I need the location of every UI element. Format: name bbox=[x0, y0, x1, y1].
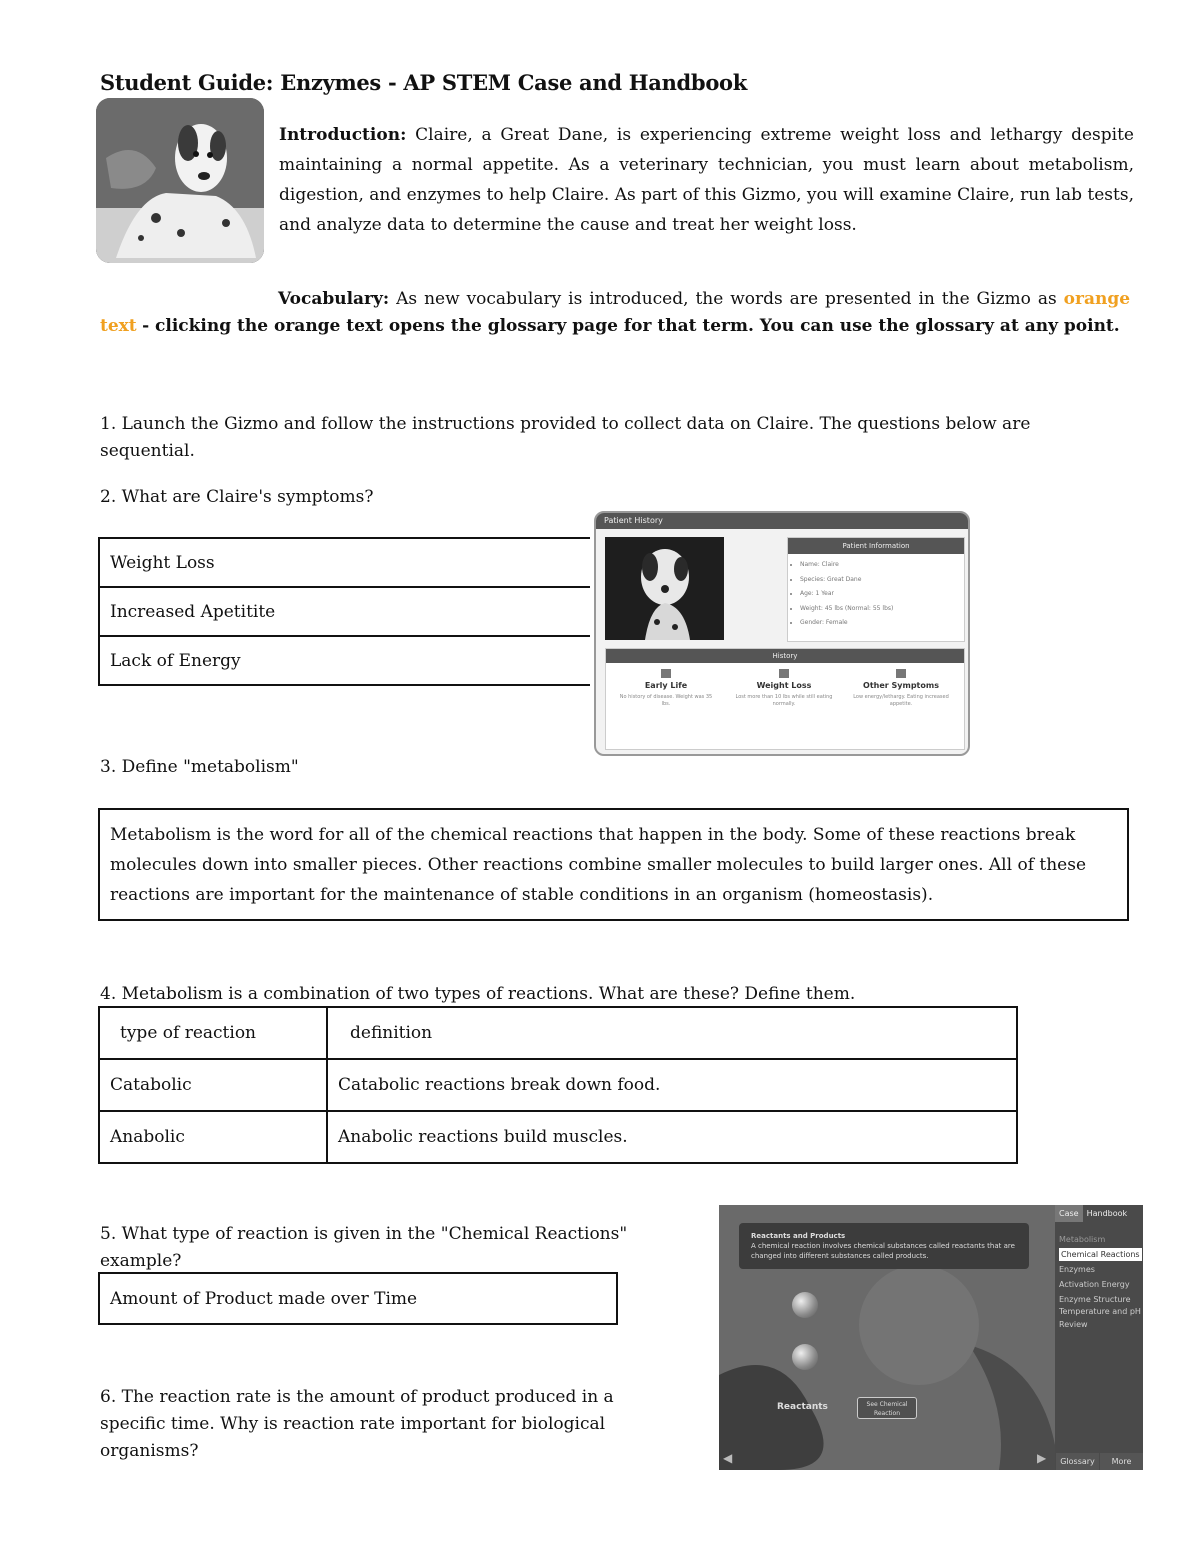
question-4: 4. Metabolism is a combination of two types of reactions. What are these? Define them. bbox=[100, 984, 856, 1004]
table-header-row bbox=[99, 1007, 1017, 1059]
intro-label: Introduction: bbox=[279, 125, 407, 145]
reactant-molecule[interactable] bbox=[792, 1344, 818, 1370]
patient-info-item: • Weight: 45 lbs (Normal: 55 lbs) bbox=[800, 602, 964, 617]
patient-info-item: • Gender: Female bbox=[800, 616, 964, 631]
question-5: 5. What type of reaction is given in the "Chemical Reactions" example? bbox=[100, 1224, 628, 1271]
card-text: A chemical reaction involves chemical substances called reactants that are changed into different substances called products. bbox=[751, 1242, 1015, 1260]
see-chemical-reaction-button[interactable]: See Chemical Reaction bbox=[857, 1397, 917, 1419]
nav-item-enzymes[interactable]: Enzymes bbox=[1059, 1265, 1095, 1274]
patient-information-panel bbox=[787, 537, 965, 642]
vocab-label: Vocabulary: bbox=[278, 289, 390, 309]
history-column-early-life[interactable] bbox=[616, 669, 716, 708]
prev-arrow-icon[interactable]: ◀ bbox=[723, 1451, 733, 1465]
gizmo-footer bbox=[1055, 1453, 1143, 1470]
history-header: History bbox=[606, 649, 964, 663]
reaction-definition-cell: Catabolic reactions break down food. bbox=[327, 1059, 1017, 1111]
gizmo-screenshot bbox=[719, 1205, 1143, 1470]
patient-photo bbox=[605, 537, 724, 640]
history-column-weight-loss[interactable] bbox=[734, 669, 834, 708]
gizmo-nav bbox=[1059, 1232, 1143, 1332]
glossary-button[interactable]: Glossary bbox=[1056, 1453, 1099, 1470]
history-icon bbox=[896, 669, 906, 678]
reactants-label: Reactants bbox=[777, 1402, 828, 1412]
patient-history-bar: Patient History bbox=[596, 513, 968, 529]
symptoms-table bbox=[98, 537, 590, 686]
dog-photo bbox=[96, 98, 264, 263]
gizmo-sidebar bbox=[1055, 1205, 1143, 1470]
history-column-note: Low energy/lethargy. Eating increased appetite. bbox=[853, 694, 949, 707]
next-arrow-icon[interactable]: ▶ bbox=[1037, 1451, 1047, 1465]
nav-item-temperature-ph[interactable]: Temperature and pH bbox=[1059, 1307, 1141, 1316]
reaction-type-cell: Anabolic bbox=[99, 1111, 327, 1163]
vocabulary-paragraph bbox=[100, 286, 1130, 340]
table-row bbox=[99, 1059, 1017, 1111]
great-dane-illustration bbox=[96, 98, 264, 263]
nav-item-activation-energy[interactable]: Activation Energy bbox=[1059, 1280, 1130, 1289]
history-column-note: Lost more than 10 lbs while still eating normally. bbox=[735, 694, 833, 707]
reaction-definition-cell: Anabolic reactions build muscles. bbox=[327, 1111, 1017, 1163]
more-button[interactable]: More bbox=[1100, 1453, 1143, 1470]
vocab-text-2: - clicking the orange text opens the glossary page for that term. You can use the glossary at any point. bbox=[142, 316, 1120, 336]
header-type: type of reaction bbox=[99, 1007, 327, 1059]
question-1: 1. Launch the Gizmo and follow the instructions provided to collect data on Claire. The questions below are sequential. bbox=[100, 414, 1031, 461]
history-column-other-symptoms[interactable] bbox=[851, 669, 951, 708]
reaction-type-cell: Catabolic bbox=[99, 1059, 327, 1111]
patient-info-item: • Age: 1 Year bbox=[800, 587, 964, 602]
symptom-row: Weight Loss bbox=[98, 537, 590, 588]
vocab-text-1: As new vocabulary is introduced, the words are presented in the Gizmo as bbox=[396, 289, 1057, 309]
table-row bbox=[99, 1111, 1017, 1163]
question-6: 6. The reaction rate is the amount of product produced in a specific time. Why is reaction rate important for biological organisms? bbox=[100, 1387, 614, 1461]
nav-item-review[interactable]: Review bbox=[1059, 1320, 1088, 1329]
history-panel bbox=[605, 648, 965, 750]
page-title bbox=[100, 70, 747, 95]
question-5-answer-box: Amount of Product made over Time bbox=[98, 1272, 618, 1325]
title-rest: Enzymes - AP STEM Case and Handbook bbox=[280, 70, 747, 95]
patient-info-item: • Species: Great Dane bbox=[800, 573, 964, 588]
history-column-title: Early Life bbox=[644, 681, 688, 690]
tab-case[interactable]: Case bbox=[1055, 1205, 1083, 1222]
orange-text-example: orange text bbox=[100, 289, 1131, 336]
gizmo-tabs bbox=[1055, 1205, 1143, 1222]
metabolism-definition-box: Metabolism is the word for all of the chemical reactions that happen in the body. Some of these reactions break molecules down into smaller pieces. Other reactions combine smaller molecules to build larger ones. All of these reactions are important for the maintenance of stable conditions in an organism (homeostasis). bbox=[98, 808, 1129, 921]
patient-history-screenshot bbox=[594, 511, 970, 756]
title-bold: Student Guide: bbox=[100, 70, 274, 95]
reactant-molecule[interactable] bbox=[792, 1292, 818, 1318]
history-column-title: Weight Loss bbox=[756, 681, 812, 690]
header-definition: definition bbox=[327, 1007, 1017, 1059]
nav-item-metabolism[interactable]: Metabolism bbox=[1059, 1235, 1106, 1244]
history-icon bbox=[779, 669, 789, 678]
patient-info-item: • Name: Claire bbox=[800, 558, 964, 573]
intro-text: Claire, a Great Dane, is experiencing extreme weight loss and lethargy despite maintaining a normal appetite. As a veterinary technician, you must learn about metabolism, digestion, and enzymes to help Claire. As part of this Gizmo, you will examine Claire, run lab tests, and analyze data to determine the cause and treat her weight loss. bbox=[279, 125, 1134, 235]
tab-handbook[interactable]: Handbook bbox=[1086, 1209, 1128, 1218]
symptom-row: Lack of Energy bbox=[98, 635, 590, 686]
card-title: Reactants and Products bbox=[751, 1232, 846, 1240]
history-column-title: Other Symptoms bbox=[863, 681, 939, 690]
nav-item-chemical-reactions[interactable]: Chemical Reactions bbox=[1061, 1250, 1140, 1259]
history-icon bbox=[661, 669, 671, 678]
symptom-row: Increased Apetitite bbox=[98, 586, 590, 637]
history-column-note: No history of disease. Weight was 35 lbs. bbox=[619, 694, 713, 707]
question-2: 2. What are Claire's symptoms? bbox=[100, 487, 374, 507]
nav-item-enzyme-structure[interactable]: Enzyme Structure bbox=[1059, 1295, 1131, 1304]
patient-info-header: Patient Information bbox=[788, 538, 964, 554]
introduction-paragraph bbox=[279, 120, 1134, 240]
question-3: 3. Define "metabolism" bbox=[100, 757, 299, 777]
reactants-products-card bbox=[739, 1223, 1029, 1269]
dalmatian-illustration bbox=[605, 537, 724, 640]
reaction-types-table bbox=[98, 1006, 1018, 1164]
